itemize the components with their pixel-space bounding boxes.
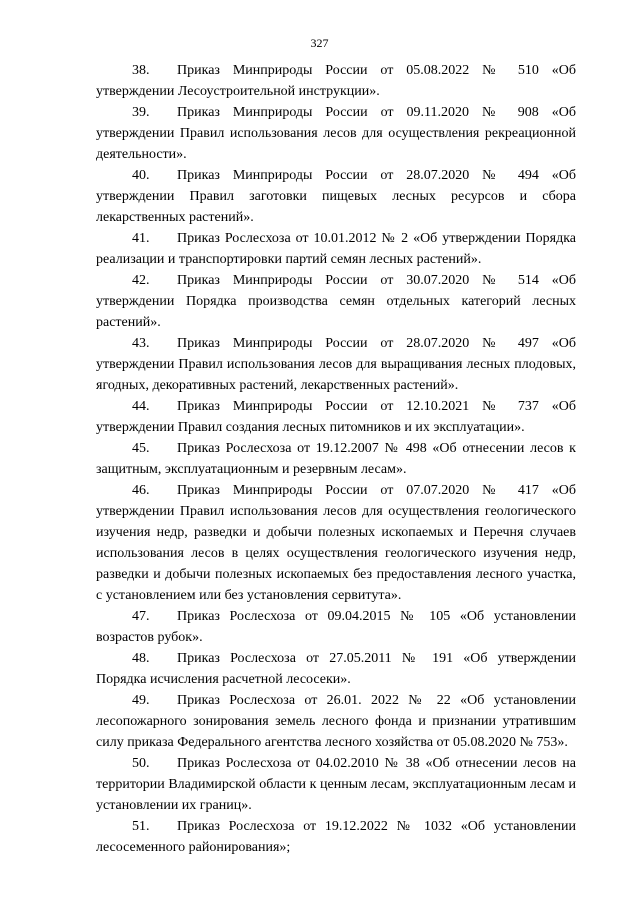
- item-text: Приказ Рослесхоза от 04.02.2010 № 38 «Об отнесении лесов на территории Владимирской области к ценным лесам, эксплуатационным лесам и установлении их границ».: [96, 756, 576, 813]
- list-item: [96, 165, 576, 228]
- item-text: Приказ Рослесхоза от 27.05.2011 № 191 «Об утверждении Порядка исчисления расчетной лесосеки».: [96, 651, 576, 687]
- item-text: Приказ Рослесхоза от 10.01.2012 № 2 «Об утверждении Порядка реализации и транспортировки партий семян лесных растений».: [96, 231, 576, 267]
- list-item: [96, 648, 576, 690]
- item-number: 42.: [132, 273, 150, 288]
- list-item: [96, 396, 576, 438]
- item-number: 49.: [132, 693, 150, 708]
- item-text: Приказ Рослесхоза от 19.12.2007 № 498 «Об отнесении лесов к защитным, эксплуатационным и резервным лесам».: [96, 441, 576, 477]
- item-text: Приказ Минприроды России от 09.11.2020 № 908 «Об утверждении Правил использования лесов для осуществления рекреационной деятельности».: [96, 105, 576, 162]
- item-text: Приказ Рослесхоза от 26.01. 2022 № 22 «Об установлении лесопожарного зонирования земель лесного фонда и признании утратившим силу приказа Федерального агентства лесного хозяйства от 05.08.2020 № 753».: [96, 693, 576, 750]
- item-number: 46.: [132, 483, 150, 498]
- item-text: Приказ Минприроды России от 12.10.2021 № 737 «Об утверждении Правил создания лесных питомников и их эксплуатации».: [96, 399, 576, 435]
- item-number: 41.: [132, 231, 150, 246]
- page-number: 327: [310, 36, 329, 50]
- item-text: Приказ Минприроды России от 05.08.2022 № 510 «Об утверждении Лесоустроительной инструкции».: [96, 63, 576, 99]
- list-item: [96, 60, 576, 102]
- list-item: [96, 753, 576, 816]
- item-number: 51.: [132, 819, 150, 834]
- item-number: 39.: [132, 105, 150, 120]
- item-number: 45.: [132, 441, 150, 456]
- item-text: Приказ Минприроды России от 30.07.2020 № 514 «Об утверждении Порядка производства семян отдельных категорий лесных растений».: [96, 273, 576, 330]
- list-item: [96, 228, 576, 270]
- item-number: 43.: [132, 336, 150, 351]
- list-item: [96, 270, 576, 333]
- list-item: [96, 606, 576, 648]
- item-number: 44.: [132, 399, 150, 414]
- item-number: 38.: [132, 63, 150, 78]
- item-text: Приказ Рослесхоза от 09.04.2015 № 105 «Об установлении возрастов рубок».: [96, 609, 576, 645]
- list-item: [96, 438, 576, 480]
- list-item: [96, 480, 576, 606]
- item-text: Приказ Минприроды России от 28.07.2020 № 497 «Об утверждении Правил использования лесов для выращивания лесных плодовых, ягодных, декоративных растений, лекарственных растений».: [96, 336, 576, 393]
- list-item: [96, 816, 576, 858]
- item-number: 47.: [132, 609, 150, 624]
- item-number: 48.: [132, 651, 150, 666]
- item-number: 40.: [132, 168, 150, 183]
- item-text: Приказ Рослесхоза от 19.12.2022 № 1032 «Об установлении лесосеменного районирования»;: [96, 819, 576, 855]
- item-text: Приказ Минприроды России от 28.07.2020 № 494 «Об утверждении Правил заготовки пищевых лесных ресурсов и сбора лекарственных растений».: [96, 168, 576, 225]
- reference-list: [96, 60, 576, 858]
- item-number: 50.: [132, 756, 150, 771]
- list-item: [96, 102, 576, 165]
- list-item: [96, 690, 576, 753]
- list-item: [96, 333, 576, 396]
- item-text: Приказ Минприроды России от 07.07.2020 № 417 «Об утверждении Правил использования лесов для осуществления геологического изучения недр, разведки и добычи полезных ископаемых и Перечня случаев использования лесов в целях осуществления геологического изучения недр, разведки и добычи полезных ископаемых без предоставления лесного участка, с установлением или без установления сервитута».: [96, 483, 576, 603]
